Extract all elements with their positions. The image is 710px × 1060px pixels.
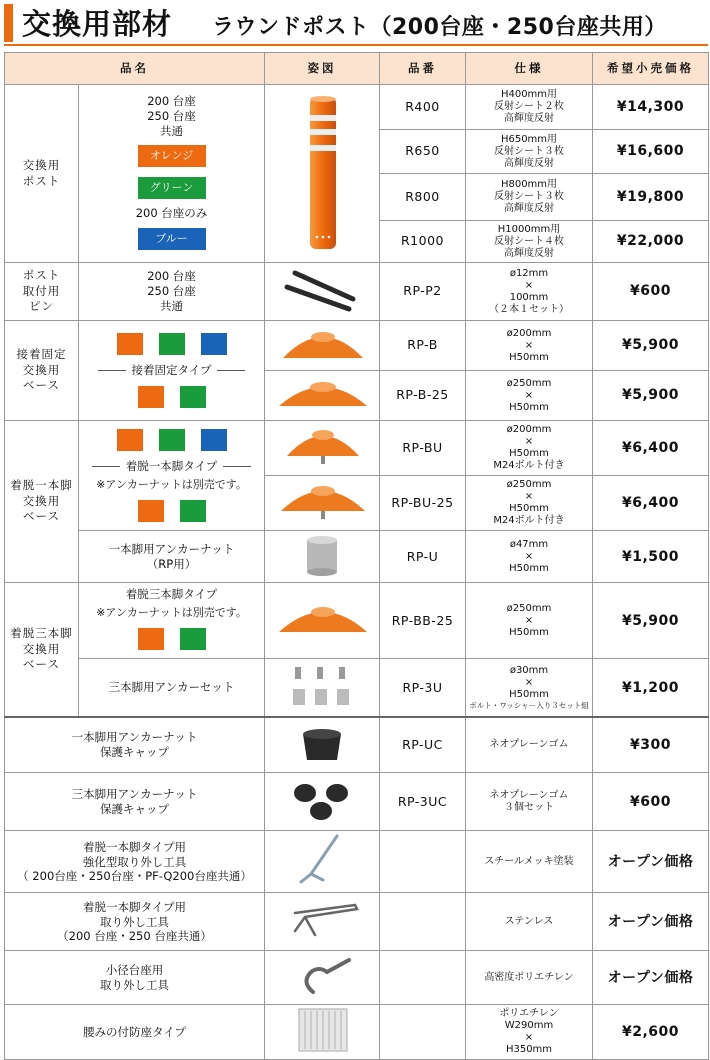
color-swatches <box>138 386 206 408</box>
color-swatches <box>138 628 206 650</box>
category-posts: 交換用 ポスト <box>5 85 79 263</box>
removal-tool-icon <box>265 895 380 945</box>
base-figure-cell <box>265 421 380 476</box>
other-code: RP-UC <box>380 717 466 773</box>
single-note: ※アンカーナットは別売です。 <box>96 477 247 491</box>
tool-figure-cell <box>265 831 380 893</box>
table-row <box>5 1005 709 1060</box>
nut-figure-cell <box>265 531 380 583</box>
fixed-type-label: 接着固定タイプ <box>131 363 212 378</box>
swatch-green <box>180 386 206 408</box>
col-header-code: 品番 <box>380 53 466 85</box>
caps-figure-cell <box>265 773 380 831</box>
anchor-nut-icon <box>265 532 380 578</box>
other-name: 着脱一本脚タイプ用 取り外し工具 （200 台座・250 台座共通） <box>5 893 265 951</box>
pin-price: ¥600 <box>593 263 709 321</box>
other-spec: スチールメッキ塗装 <box>466 831 593 893</box>
col-header-figure: 姿図 <box>265 53 380 85</box>
post-code: R1000 <box>380 221 466 263</box>
base-figure-cell <box>265 321 380 371</box>
posts-base-compat: 200 台座 250 台座 共通 <box>147 93 196 138</box>
base-figure-cell <box>265 475 380 531</box>
tag-blue: ブルー <box>138 228 206 250</box>
hook-tool-icon <box>265 952 380 1000</box>
other-spec: ネオプレーンゴム ３個セット <box>466 773 593 831</box>
protective-cap-icon <box>265 720 380 766</box>
fixed-base-name-cell <box>79 321 265 421</box>
post-spec: H650mm用 反射シート３枚 高輝度反射 <box>466 130 593 174</box>
pin-code: RP-P2 <box>380 263 466 321</box>
swatch-orange <box>117 333 143 355</box>
single-nut-spec: ø47mm × H50mm <box>466 531 593 583</box>
other-name: 三本脚用アンカーナット 保護キャップ <box>5 773 265 831</box>
single-type-label: 着脱一本脚タイプ <box>125 459 218 473</box>
other-price: ¥300 <box>593 717 709 773</box>
table-row <box>5 773 709 831</box>
table-row <box>5 951 709 1005</box>
triple-base-name-cell <box>79 583 265 659</box>
post-code: R400 <box>380 85 466 130</box>
removal-tool-icon <box>265 832 380 888</box>
other-spec: 高密度ポリエチレン <box>466 951 593 1005</box>
fixed-base-price: ¥5,900 <box>593 371 709 421</box>
table-row <box>5 893 709 951</box>
color-swatches <box>117 333 227 355</box>
triple-base-spec: ø250mm × H50mm <box>466 583 593 659</box>
table-row <box>5 583 709 659</box>
base-icon <box>265 596 380 642</box>
post-figure-cell <box>265 85 380 263</box>
triple-note: ※アンカーナットは別売です。 <box>96 606 247 620</box>
color-swatches <box>117 429 227 451</box>
table-row <box>5 717 709 773</box>
single-base-spec: ø250mm × H50mm M24ボルト付き <box>466 475 593 531</box>
base-icon <box>265 372 380 416</box>
round-post-icon <box>265 87 380 257</box>
swatch-orange <box>138 500 164 522</box>
anchor-set-figure-cell <box>265 659 380 717</box>
other-code <box>380 831 466 893</box>
color-swatches <box>138 500 206 522</box>
tool-figure-cell <box>265 893 380 951</box>
table-row <box>5 263 709 321</box>
swatch-orange <box>117 429 143 451</box>
fixed-base-spec: ø250mm × H50mm <box>466 371 593 421</box>
post-code: R800 <box>380 174 466 221</box>
post-spec: H1000mm用 反射シート４枚 高輝度反射 <box>466 221 593 263</box>
other-price: オープン価格 <box>593 831 709 893</box>
col-header-spec: 仕様 <box>466 53 593 85</box>
tag-green: グリーン <box>138 177 206 199</box>
tag-orange: オレンジ <box>138 145 206 167</box>
table-row <box>5 531 709 583</box>
table-row <box>5 321 709 371</box>
protective-caps-icon <box>265 775 380 825</box>
header-rule <box>4 44 708 46</box>
triple-anchor-code: RP-3U <box>380 659 466 717</box>
swatch-green <box>180 628 206 650</box>
single-base-name-cell <box>79 421 265 531</box>
post-code: R650 <box>380 130 466 174</box>
post-spec: H400mm用 反射シート２枚 高輝度反射 <box>466 85 593 130</box>
post-price: ¥22,000 <box>593 221 709 263</box>
base-icon <box>265 322 380 366</box>
triple-anchor-spec: ø30mm × H50mm ボルト・ワッシャー入り３セット組 <box>466 659 593 717</box>
table-row <box>5 831 709 893</box>
single-nut-code: RP-U <box>380 531 466 583</box>
other-code: RP-3UC <box>380 773 466 831</box>
other-price: オープン価格 <box>593 951 709 1005</box>
other-name: 一本脚用アンカーナット 保護キャップ <box>5 717 265 773</box>
fixed-base-code: RP-B-25 <box>380 371 466 421</box>
other-code <box>380 951 466 1005</box>
other-spec: ネオプレーンゴム <box>466 717 593 773</box>
cap-figure-cell <box>265 717 380 773</box>
page-subtitle: ラウンドポスト（200台座・250台座共用） <box>212 15 667 40</box>
other-spec: ステンレス <box>466 893 593 951</box>
skirt-mat-icon <box>265 1005 380 1055</box>
triple-base-price: ¥5,900 <box>593 583 709 659</box>
fixed-base-code: RP-B <box>380 321 466 371</box>
category-triple-base: 着脱三本脚 交換用 ベース <box>5 583 79 717</box>
other-price: ¥600 <box>593 773 709 831</box>
base-icon <box>265 477 380 525</box>
page-title: 交換用部材 <box>22 7 173 41</box>
post-spec: H800mm用 反射シート３枚 高輝度反射 <box>466 174 593 221</box>
swatch-green <box>159 333 185 355</box>
base-figure-cell <box>265 583 380 659</box>
pin-icon <box>265 265 380 315</box>
single-base-code: RP-BU-25 <box>380 475 466 531</box>
triple-type-label: 着脱三本脚タイプ <box>125 587 218 602</box>
other-code <box>380 1005 466 1060</box>
swatch-orange <box>138 386 164 408</box>
single-base-spec: ø200mm × H50mm M24ボルト付き <box>466 421 593 476</box>
base-figure-cell <box>265 371 380 421</box>
triple-anchor-name: 三本脚用アンカーセット <box>79 659 265 717</box>
col-header-price: 希望小売価格 <box>593 53 709 85</box>
fixed-base-price: ¥5,900 <box>593 321 709 371</box>
swatch-blue <box>201 333 227 355</box>
triple-base-code: RP-BB-25 <box>380 583 466 659</box>
single-base-price: ¥6,400 <box>593 475 709 531</box>
triple-anchor-price: ¥1,200 <box>593 659 709 717</box>
swatch-orange <box>138 628 164 650</box>
table-row <box>5 421 709 476</box>
pin-spec: ø12mm × 100mm （２本１セット） <box>466 263 593 321</box>
category-fixed-base: 接着固定 交換用 ベース <box>5 321 79 421</box>
other-name: 腰みの付防座タイプ <box>5 1005 265 1060</box>
other-name: 小径台座用 取り外し工具 <box>5 951 265 1005</box>
post-price: ¥14,300 <box>593 85 709 130</box>
pin-name: 200 台座 250 台座 共通 <box>79 263 265 321</box>
skirt-figure-cell <box>265 1005 380 1060</box>
single-nut-price: ¥1,500 <box>593 531 709 583</box>
table-row <box>5 85 709 130</box>
swatch-green <box>159 429 185 451</box>
other-code <box>380 893 466 951</box>
other-price: オープン価格 <box>593 893 709 951</box>
tool-figure-cell <box>265 951 380 1005</box>
swatch-blue <box>201 429 227 451</box>
table-row <box>5 659 709 717</box>
category-single-base: 着脱一本脚 交換用 ベース <box>5 421 79 583</box>
header-accent-bar <box>4 4 13 42</box>
single-base-code: RP-BU <box>380 421 466 476</box>
parts-table <box>4 52 709 1060</box>
other-price: ¥2,600 <box>593 1005 709 1060</box>
swatch-green <box>180 500 206 522</box>
posts-base-200-only: 200 台座のみ <box>135 206 208 221</box>
col-header-name: 品名 <box>5 53 265 85</box>
fixed-base-spec: ø200mm × H50mm <box>466 321 593 371</box>
category-pin: ポスト 取付用 ピン <box>5 263 79 321</box>
pin-figure-cell <box>265 263 380 321</box>
anchor-set-icon <box>265 661 380 711</box>
page-header <box>0 0 710 52</box>
other-name: 着脱一本脚タイプ用 強化型取り外し工具 （ 200台座・250台座・PF-Q200台座共通） <box>5 831 265 893</box>
single-base-price: ¥6,400 <box>593 421 709 476</box>
single-nut-name: 一本脚用アンカーナット （RP用） <box>79 531 265 583</box>
table-header-row <box>5 53 709 85</box>
post-price: ¥16,600 <box>593 130 709 174</box>
post-price: ¥19,800 <box>593 174 709 221</box>
posts-name-cell <box>79 85 265 263</box>
base-icon <box>265 422 380 470</box>
other-spec: ポリエチレン W290mm × H350mm <box>466 1005 593 1060</box>
